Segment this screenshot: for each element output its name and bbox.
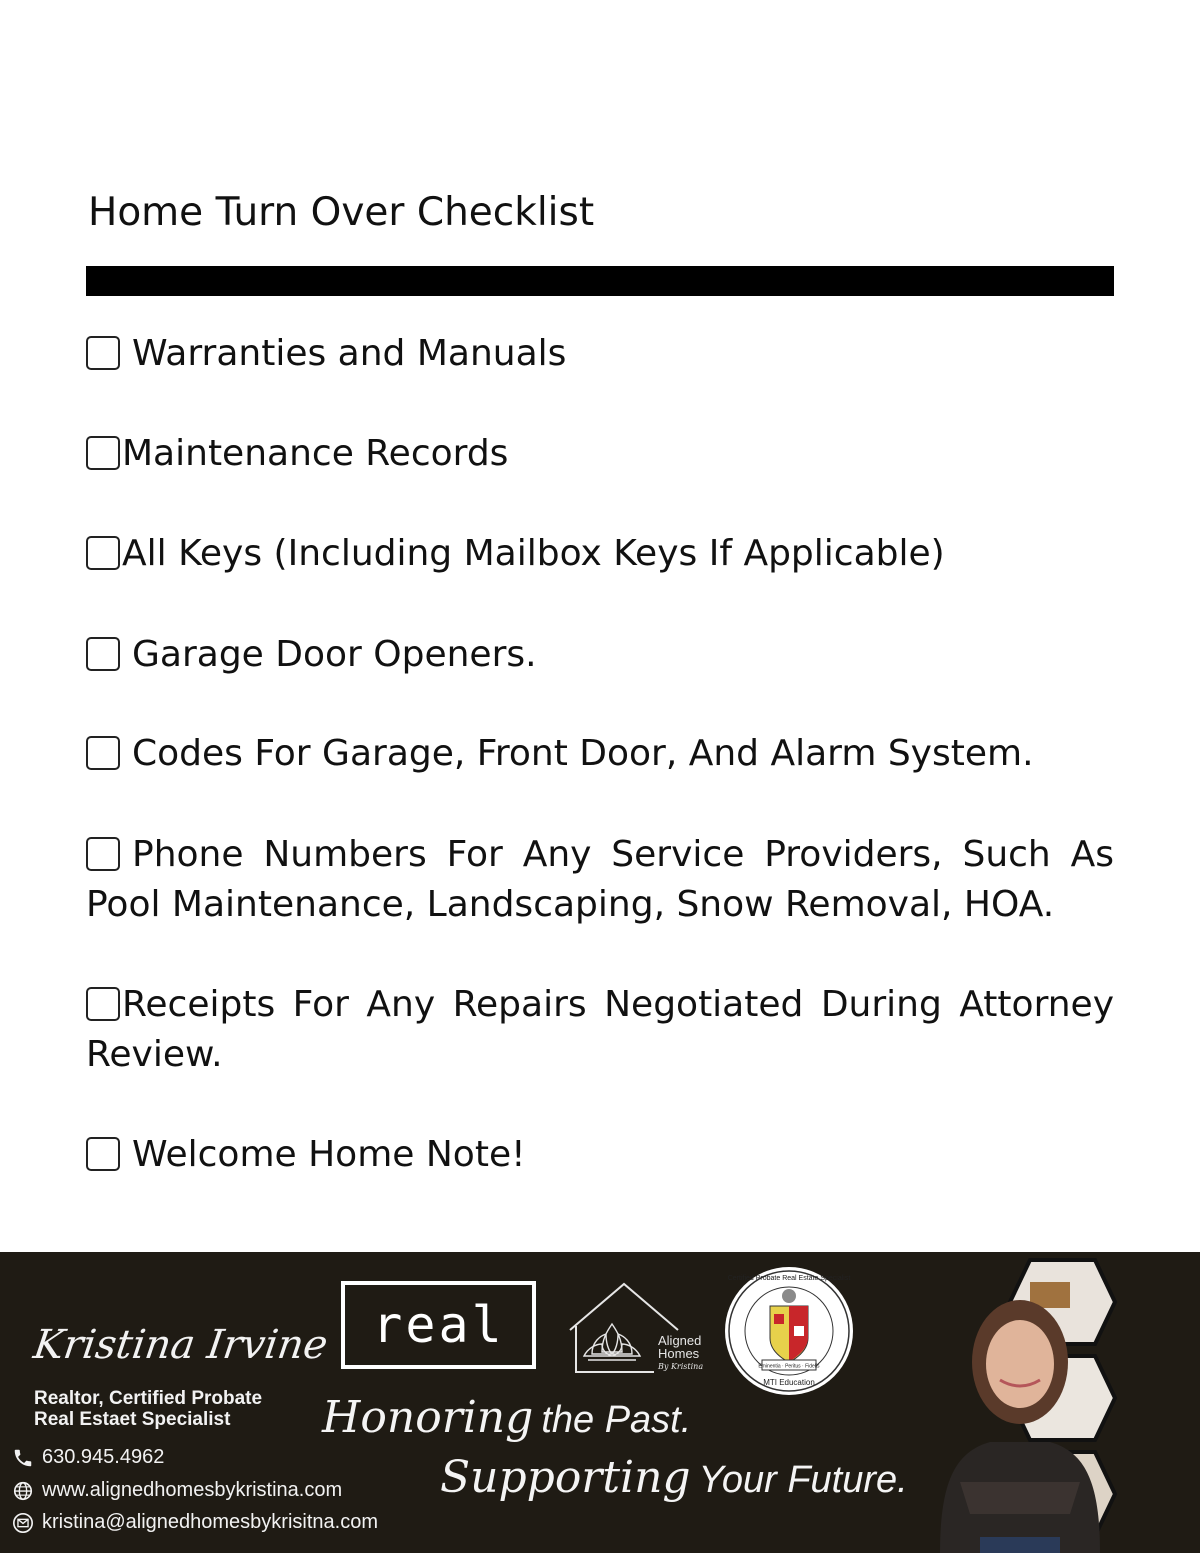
probate-seal-icon: [722, 1264, 856, 1398]
checklist-item-label: Warranties and Manuals: [132, 333, 567, 374]
agent-role-line2: Real Estaet Specialist: [34, 1409, 231, 1430]
checklist-item-label: Garage Door Openers.: [132, 634, 537, 675]
globe-icon: [12, 1480, 34, 1502]
aligned-logo-line3: By Kristina: [658, 1362, 704, 1371]
website-link: www.alignedhomesbykristina.com: [42, 1479, 343, 1501]
page-title: Home Turn Over Checklist: [88, 190, 595, 235]
checkbox-icon[interactable]: [86, 336, 120, 370]
checklist-item-label: Phone Numbers For Any Service Providers, Such As Pool Maintenance, Landscaping, Snow Removal, HOA.: [86, 834, 1114, 925]
aligned-logo-line2: Homes: [658, 1346, 700, 1361]
checklist-item-receipts: [86, 980, 1114, 1080]
checklist-item-phone-numbers: [86, 830, 1114, 930]
checklist-item-warranties: [86, 329, 1114, 379]
seal-bottom-text: MTI Education: [763, 1378, 815, 1387]
checklist-item-keys: [86, 529, 1114, 579]
tagline-script1: Honoring: [322, 1392, 534, 1443]
checklist-item-label: Codes For Garage, Front Door, And Alarm System.: [132, 733, 1034, 774]
mail-icon: [12, 1512, 34, 1534]
tagline-plain2: Your Future.: [698, 1459, 908, 1501]
contact-phone[interactable]: [12, 1446, 164, 1469]
aligned-logo-line1: Aligned: [658, 1333, 702, 1348]
real-logo-text: real: [372, 1296, 505, 1354]
real-brokerage-logo: [341, 1281, 536, 1369]
checklist-item-label: Maintenance Records: [122, 433, 509, 474]
checkbox-icon[interactable]: [86, 536, 120, 570]
phone-number: 630.945.4962: [42, 1446, 165, 1468]
footer-banner: [0, 1252, 1200, 1553]
checkbox-icon[interactable]: [86, 987, 120, 1021]
seal-motto-text: Eminentia · Peritus · Fidelis: [758, 1363, 820, 1370]
phone-icon: [12, 1447, 34, 1469]
tagline-line1: [322, 1392, 691, 1443]
aligned-homes-logo-text: [658, 1334, 703, 1373]
checklist-item-welcome-note: [86, 1130, 1114, 1180]
checkbox-icon[interactable]: [86, 736, 120, 770]
checkbox-icon[interactable]: [86, 436, 120, 470]
checklist-item-maintenance: [86, 429, 1114, 479]
agent-role-line1: Realtor, Certified Probate: [34, 1388, 263, 1409]
checkbox-icon[interactable]: [86, 637, 120, 671]
tagline-script2: Supporting: [440, 1452, 691, 1503]
tagline-line2: [440, 1452, 908, 1503]
checkbox-icon[interactable]: [86, 837, 120, 871]
contact-email[interactable]: [12, 1511, 378, 1534]
checkbox-icon[interactable]: [86, 1137, 120, 1171]
seal-top-text: Certified Probate Real Estate Specialist: [727, 1275, 851, 1282]
contact-website[interactable]: [12, 1479, 342, 1502]
checklist-item-label: Receipts For Any Repairs Negotiated During Attorney Review.: [86, 984, 1114, 1075]
checklist-item-label: Welcome Home Note!: [132, 1134, 526, 1175]
title-divider: [86, 266, 1114, 296]
agent-photo: [900, 1252, 1200, 1553]
email-link: kristina@alignedhomesbykrisitna.com: [42, 1511, 378, 1533]
agent-signature: Kristina Irvine: [30, 1322, 331, 1368]
checklist-item-codes: [86, 729, 1114, 779]
agent-role: [34, 1388, 262, 1430]
checklist-item-label: All Keys (Including Mailbox Keys If Applicable): [122, 533, 945, 574]
checklist-item-garage-openers: [86, 630, 1114, 680]
tagline-plain1: the Past.: [541, 1399, 692, 1441]
